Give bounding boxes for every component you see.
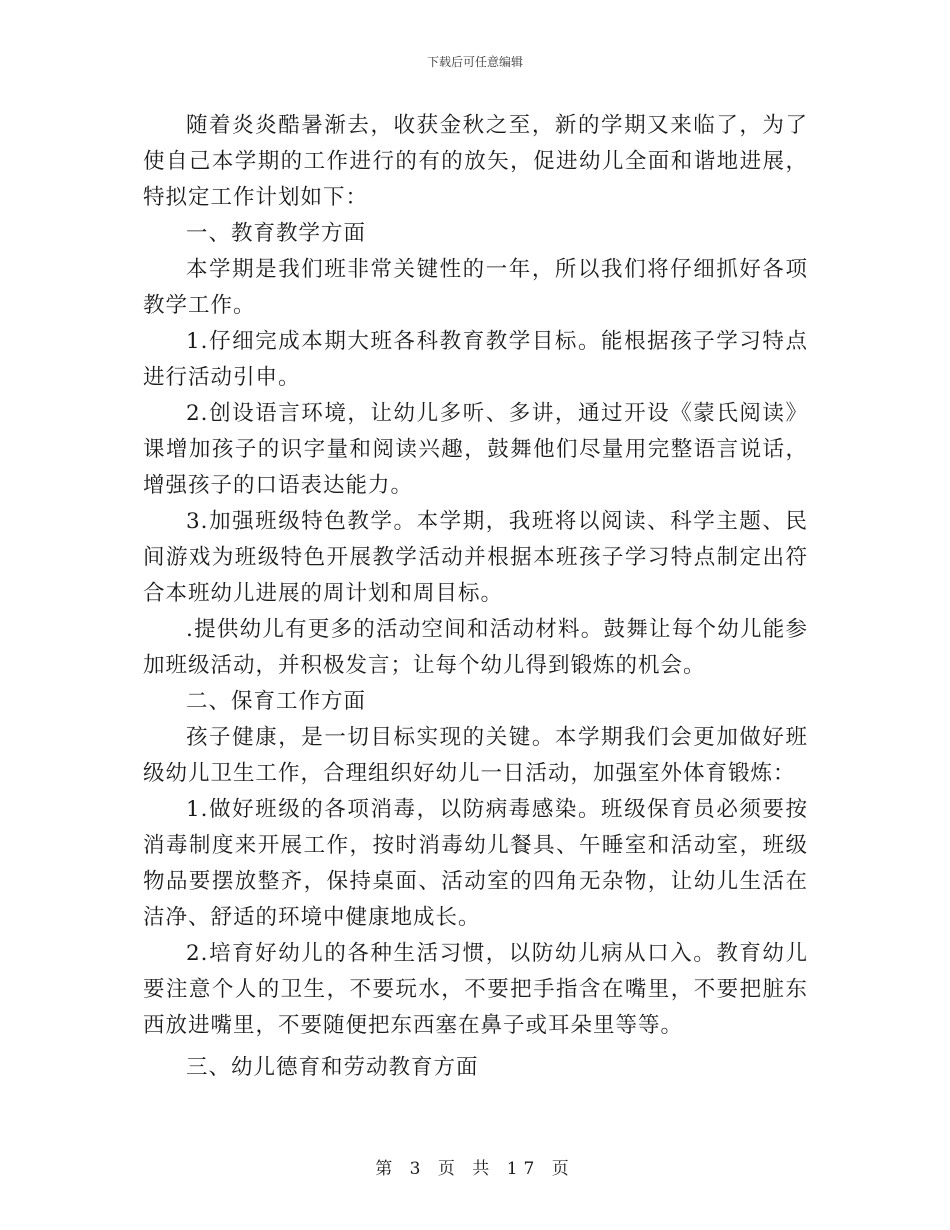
header-note: 下载后可任意编辑 xyxy=(426,55,523,69)
list-item: 1.仔细完成本期大班各科教育教学目标。能根据孩子学习特点进行活动引申。 xyxy=(143,329,808,390)
list-item: 3.加强班级特色教学。本学期，我班将以阅读、科学主题、民间游戏为班级特色开展教学活动并根据本班孩子学习特点制定出符合本班幼儿进展的周计划和周目标。 xyxy=(143,509,808,606)
list-item: .提供幼儿有更多的活动空间和活动材料。鼓舞让每个幼儿能参加班级活动，并积极发言；让每个幼儿得到锻炼的机会。 xyxy=(143,617,808,678)
section-heading-education: 一、教育教学方面 xyxy=(186,221,367,246)
section-heading-moral: 三、幼儿德育和劳动教育方面 xyxy=(186,1055,479,1080)
document-body xyxy=(143,108,808,1086)
list-item: 2.创设语言环境，让幼儿多听、多讲，通过开设《蒙氏阅读》课增加孩子的识字量和阅读兴趣，鼓舞他们尽量用完整语言说话，增强孩子的口语表达能力。 xyxy=(143,401,808,498)
list-item: 2.培育好幼儿的各种生活习惯，以防幼儿病从口入。教育幼儿要注意个人的卫生，不要玩水，不要把手指含在嘴里，不要把脏东西放进嘴里，不要随便把东西塞在鼻子或耳朵里等等。 xyxy=(143,941,808,1038)
section-intro-care: 孩子健康，是一切目标实现的关键。本学期我们会更加做好班级幼儿卫生工作，合理组织好幼儿一日活动，加强室外体育锻炼： xyxy=(143,725,808,786)
intro-paragraph: 随着炎炎酷暑渐去，收获金秋之至，新的学期又来临了，为了使自己本学期的工作进行的有的放矢，促进幼儿全面和谐地进展，特拟定工作计划如下： xyxy=(143,113,808,210)
page-number-footer: 第 3 页 共 17 页 xyxy=(375,1159,575,1179)
list-item: 1.做好班级的各项消毒，以防病毒感染。班级保育员必须要按消毒制度来开展工作，按时消毒幼儿餐具、午睡室和活动室，班级物品要摆放整齐，保持桌面、活动室的四角无杂物，让幼儿生活在洁净、舒适的环境中健康地成长。 xyxy=(143,797,808,930)
section-intro-education: 本学期是我们班非常关键性的一年，所以我们将仔细抓好各项教学工作。 xyxy=(143,257,808,318)
section-heading-care: 二、保育工作方面 xyxy=(186,689,367,714)
